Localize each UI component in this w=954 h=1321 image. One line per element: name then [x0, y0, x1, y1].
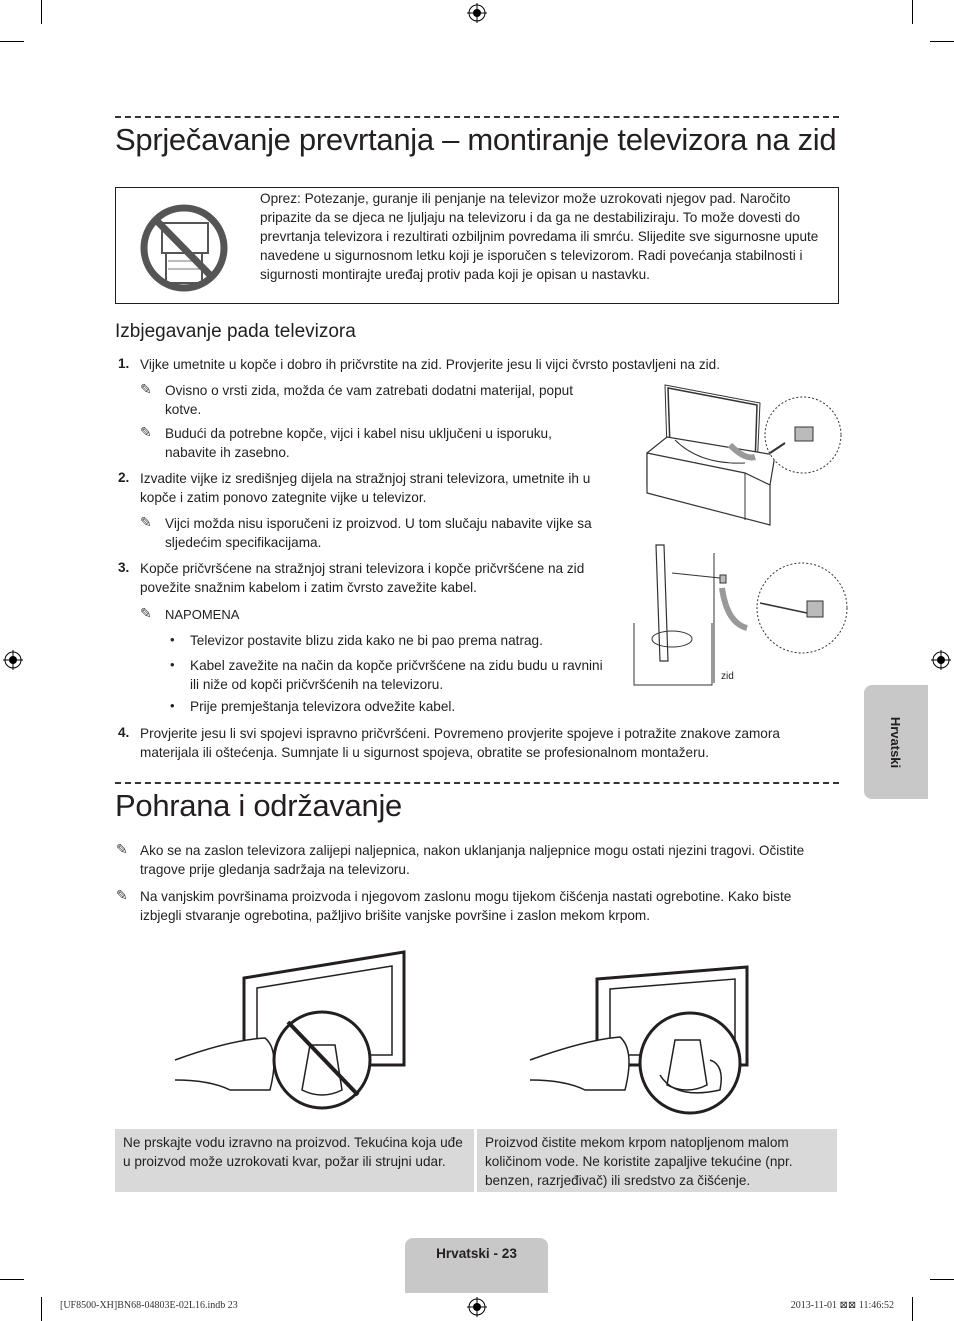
- crop-mark: [930, 41, 954, 42]
- registration-mark-icon: [467, 3, 487, 23]
- tv-wall-illustration: [632, 543, 842, 688]
- crop-mark: [930, 1279, 954, 1280]
- step-text: Vijke umetnite u kopče i dobro ih pričvrstite na zid. Provjerite jesu li vijci čvrsto postavljeni na zid.: [140, 357, 721, 372]
- step-text: Izvadite vijke iz središnjeg dijela na stražnjoj strani televizora, umetnite ih u kopče i zatim ponovo zategnite vijke u televizor.: [140, 471, 591, 505]
- pencil-note-icon: ✎: [116, 887, 128, 903]
- warning-text: Oprez: Potezanje, guranje ili penjanje na televizor može uzrokovati njegov pad. Naročito pripazite da se djeca ne ljuljaju na televizoru i da ga ne destabiliziraju. To može dovesti do prevrtanja televizora i rezultirati ozbiljnim povredama ili smrću. Slijedite sve sigurnosne upute navedene u sigurnosnom letku koji je isporučen s televizorom. Radi povećanja stabilnosti i sigurnosti montirajte uređaj protiv pada koji je opisan u nastavku.: [260, 191, 819, 282]
- step-note: Vijci možda nisu isporučeni iz proizvod. U tom slučaju nabavite vijke sa sljedećim specifikacijama.: [165, 516, 592, 550]
- tv-bracket-illustration: [645, 385, 845, 527]
- crop-mark: [0, 1279, 24, 1280]
- step-number: 2.: [118, 470, 130, 485]
- language-side-tab-label: Hrvatski: [888, 716, 904, 768]
- maintenance-note: Na vanjskim površinama proizvoda i njegovom zaslonu mogu tijekom čišćenja nastati ogrebotine. Kako biste izbjegli stvaranje ogrebotina, pažljivo brišite vanjske površine i zaslon mekom krpom.: [140, 889, 792, 923]
- bullet-text: Kabel zavežite na način da kopče pričvršćene na zidu budu u ravnini ili niže od kopči pričvršćenih na televizoru.: [190, 658, 603, 692]
- bullet-icon: •: [170, 657, 175, 672]
- pencil-note-icon: ✎: [140, 605, 152, 621]
- registration-mark-icon: [931, 650, 951, 670]
- section-divider: [115, 116, 839, 118]
- step-text: Provjerite jesu li svi spojevi ispravno pričvršćeni. Povremeno provjerite spojeve i potražite znakove zamora materijala ili oštećenja. Sumnjate li u sigurnost spojeva, obratite se profesionalnom montažeru.: [140, 726, 780, 760]
- print-info-left: [UF8500-XH]BN68-04803E-02L16.indb 23: [60, 1300, 238, 1311]
- step-number: 3.: [118, 560, 130, 575]
- section-divider: [115, 782, 839, 784]
- section-title: Sprječavanje prevrtanja – montiranje televizora na zid: [115, 122, 837, 157]
- caption-no-spray: Ne prskajte vodu izravno na proizvod. Tekućina koja uđe u proizvod može uzrokovati kvar, požar ili strujni udar.: [115, 1129, 474, 1192]
- crop-mark: [912, 1297, 913, 1321]
- bullet-icon: •: [170, 632, 175, 647]
- print-info-right: 2013-11-01 ⊠⊠ 11:46:52: [790, 1300, 894, 1311]
- step-note: Budući da potrebne kopče, vijci i kabel nisu uključeni u isporuku, nabavite ih zasebno.: [165, 426, 552, 460]
- note-heading: NAPOMENA: [165, 607, 240, 622]
- bullet-text: Prije premještanja televizora odvežite kabel.: [190, 699, 456, 714]
- step-text: Kopče pričvršćene na stražnjoj strani televizora i kopče pričvršćene na zid povežite snažnim kabelom i zatim čvrsto zavežite kabel.: [140, 561, 585, 595]
- section-title: Pohrana i održavanje: [115, 788, 402, 823]
- subsection-title: Izbjegavanje pada televizora: [115, 321, 356, 342]
- crop-mark: [0, 41, 24, 42]
- cloth-wipe-illustration: [525, 965, 765, 1115]
- pencil-note-icon: ✎: [140, 381, 152, 397]
- pencil-note-icon: ✎: [116, 841, 128, 857]
- no-spray-illustration: [170, 950, 410, 1115]
- registration-mark-icon: [467, 1297, 487, 1317]
- step-number: 1.: [118, 356, 130, 371]
- pencil-note-icon: ✎: [140, 424, 152, 440]
- crop-mark: [41, 1297, 42, 1321]
- maintenance-note: Ako se na zaslon televizora zalijepi naljepnica, nakon uklanjanja naljepnice mogu ostati njezini tragovi. Očistite tragove prije gledanja sadržaja na televizoru.: [140, 843, 805, 877]
- warning-box: [115, 187, 839, 304]
- registration-mark-icon: [3, 650, 23, 670]
- page-number: Hrvatski - 23: [436, 1246, 517, 1261]
- caption-cloth: Proizvod čistite mekom krpom natopljenom malom količinom vode. Ne koristite zapaljive tekućine (npr. benzen, razrjeđivač) ili sredstvo za čišćenje.: [477, 1129, 837, 1192]
- step-note: Ovisno o vrsti zida, možda će vam zatrebati dodatni materijal, poput kotve.: [165, 383, 574, 417]
- wall-label: zid: [721, 671, 734, 682]
- crop-mark: [912, 0, 913, 24]
- bullet-icon: •: [170, 698, 175, 713]
- bullet-text: Televizor postavite blizu zida kako ne bi pao prema natrag.: [190, 633, 543, 648]
- no-climbing-tv-icon: [138, 205, 230, 291]
- pencil-note-icon: ✎: [140, 514, 152, 530]
- step-number: 4.: [118, 725, 130, 740]
- crop-mark: [41, 0, 42, 24]
